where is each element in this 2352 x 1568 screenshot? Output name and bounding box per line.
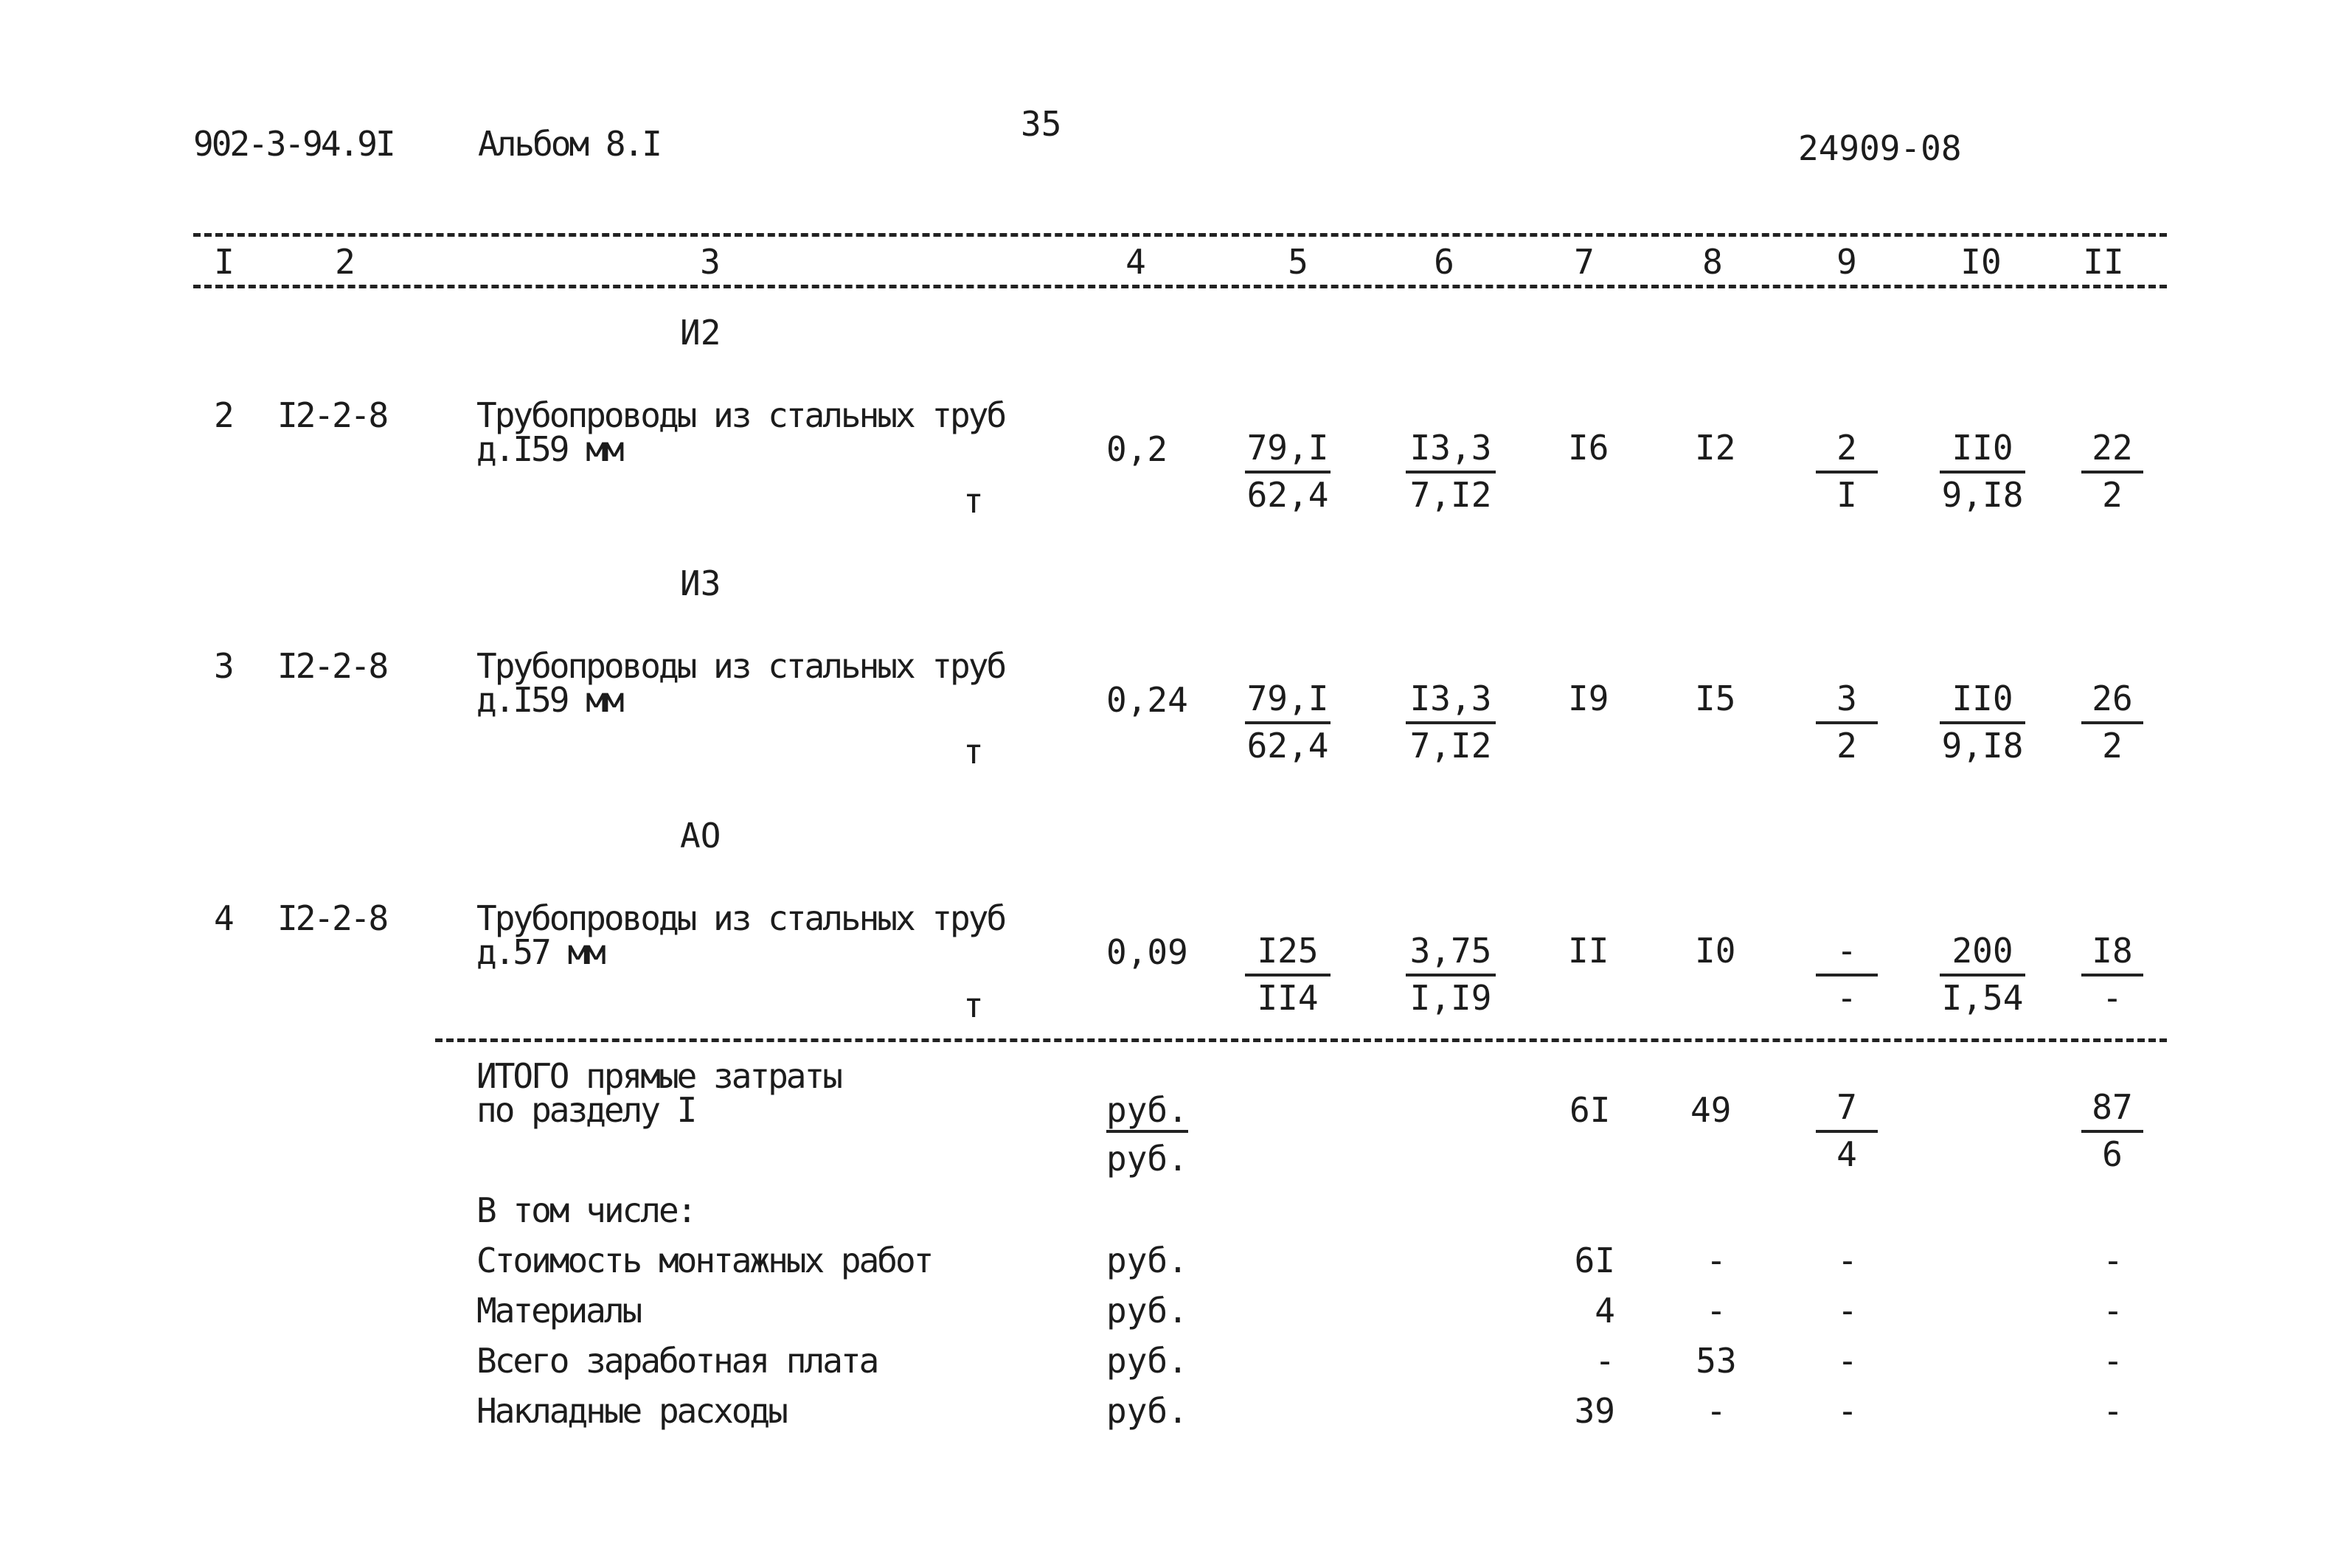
row-col7: I6	[1568, 428, 1609, 468]
breakdown-col7: -	[1595, 1341, 1615, 1381]
breakdown-col7: 39	[1574, 1391, 1615, 1431]
row-code: I2-2-8	[277, 898, 387, 938]
col-header-7: 7	[1574, 242, 1595, 282]
row-col9: - -	[1816, 934, 1878, 1015]
row-col8: I0	[1695, 931, 1736, 971]
col-header-8: 8	[1702, 242, 1723, 282]
col-header-3: 3	[700, 242, 721, 282]
row-col5: $\frac{79,I}{62,4}$	[1245, 681, 1331, 763]
breakdown-col7: 4	[1595, 1291, 1615, 1331]
breakdown-unit: руб.	[1106, 1241, 1188, 1280]
breakdown-col11: -	[2103, 1391, 2123, 1431]
breakdown-label: Материалы	[476, 1291, 641, 1331]
breakdown-unit: руб.	[1106, 1291, 1188, 1331]
breakdown-label: Всего заработная плата	[476, 1341, 878, 1381]
col-header-5: 5	[1288, 242, 1308, 282]
row-col10: $\frac{II0}{9,I8}$	[1940, 681, 2025, 763]
row-col11: $\frac{26}{2}$	[2081, 681, 2143, 763]
breakdown-unit: руб.	[1106, 1391, 1188, 1431]
row-description-diameter: д.I59 мм	[476, 429, 622, 469]
totals-unit-upper: руб.	[1106, 1093, 1188, 1133]
totals-rule	[435, 1038, 2167, 1042]
row-description: Трубопроводы из стальных труб	[476, 898, 1005, 938]
col-header-1: I	[214, 242, 235, 282]
row-col11: $\frac{22}{2}$	[2081, 431, 2143, 512]
row-col7: I9	[1568, 679, 1609, 718]
breakdown-col9: -	[1837, 1291, 1858, 1331]
breakdown-label: Накладные расходы	[476, 1391, 786, 1431]
row-description: Трубопроводы из стальных труб	[476, 646, 1005, 686]
col-header-10: I0	[1960, 242, 2002, 282]
row-unit: т	[963, 732, 984, 771]
totals-col11: $\frac{87}{6}$	[2081, 1090, 2143, 1171]
breakdown-col7: 6I	[1574, 1241, 1615, 1280]
row-unit: т	[963, 481, 984, 521]
row-col9: $\frac{3}{2}$	[1816, 681, 1878, 763]
row-col8: I2	[1695, 428, 1736, 468]
row-col6: $\frac{I3,3}{7,I2}$	[1406, 681, 1496, 763]
row-quantity: 0,2	[1106, 429, 1168, 469]
album-label: Альбом 8.I	[478, 124, 660, 164]
row-col6: $\frac{3,75}{I,I9}$	[1406, 934, 1496, 1015]
breakdown-col8: 53	[1696, 1341, 1737, 1381]
row-col9: $\frac{2}{I}$	[1816, 431, 1878, 512]
row-number: 2	[214, 395, 235, 435]
totals-unit-lower: руб.	[1106, 1139, 1188, 1179]
breakdown-unit: руб.	[1106, 1341, 1188, 1381]
breakdown-title: В том числе:	[476, 1190, 695, 1230]
row-col6: $\frac{I3,3}{7,I2}$	[1406, 431, 1496, 512]
breakdown-label: Стоимость монтажных работ	[476, 1241, 932, 1280]
row-description-diameter: д.57 мм	[476, 932, 604, 972]
col-header-11: II	[2083, 242, 2124, 282]
breakdown-col11: -	[2103, 1241, 2123, 1280]
row-col10: $\frac{II0}{9,I8}$	[1940, 431, 2025, 512]
doc-stamp: 24909-08	[1798, 128, 1962, 168]
group-label: И3	[680, 563, 721, 603]
col-header-9: 9	[1836, 242, 1857, 282]
row-col5: $\frac{I25}{II4}$	[1245, 934, 1331, 1015]
row-quantity: 0,24	[1106, 680, 1188, 720]
totals-label-section: по разделу I	[476, 1090, 695, 1130]
breakdown-col9: -	[1837, 1391, 1858, 1431]
breakdown-col9: -	[1837, 1341, 1858, 1381]
breakdown-col8: -	[1706, 1241, 1727, 1280]
breakdown-col11: -	[2103, 1341, 2123, 1381]
col-header-6: 6	[1434, 242, 1454, 282]
page-number: 35	[1021, 104, 1062, 144]
breakdown-col11: -	[2103, 1291, 2123, 1331]
breakdown-col8: -	[1706, 1391, 1727, 1431]
row-number: 4	[214, 898, 235, 938]
row-unit: т	[963, 985, 984, 1025]
breakdown-col9: -	[1837, 1241, 1858, 1280]
header-bottom-rule	[193, 285, 2167, 288]
row-col7: II	[1568, 931, 1609, 971]
row-description: Трубопроводы из стальных труб	[476, 395, 1005, 435]
col-header-2: 2	[335, 242, 355, 282]
doc-code: 902-3-94.9I	[193, 124, 394, 164]
row-description-diameter: д.I59 мм	[476, 680, 622, 720]
row-quantity: 0,09	[1106, 932, 1188, 972]
group-label: АО	[680, 816, 721, 856]
row-code: I2-2-8	[277, 646, 387, 686]
row-col10: $\frac{200}{I,54}$	[1940, 934, 2025, 1015]
row-col11: I8 -	[2081, 934, 2143, 1015]
col-header-4: 4	[1125, 242, 1146, 282]
row-number: 3	[214, 646, 235, 686]
row-col5: $\frac{79,I}{62,4}$	[1245, 431, 1331, 512]
row-col8: I5	[1695, 679, 1736, 718]
row-code: I2-2-8	[277, 395, 387, 435]
group-label: И2	[680, 313, 721, 353]
totals-col8: 49	[1690, 1090, 1732, 1130]
totals-col7: 6I	[1569, 1090, 1611, 1130]
totals-col9: $\frac{7}{4}$	[1816, 1090, 1878, 1171]
breakdown-col8: -	[1706, 1291, 1727, 1331]
header-top-rule	[193, 233, 2167, 237]
totals-label: ИТОГО прямые затраты	[476, 1056, 841, 1096]
